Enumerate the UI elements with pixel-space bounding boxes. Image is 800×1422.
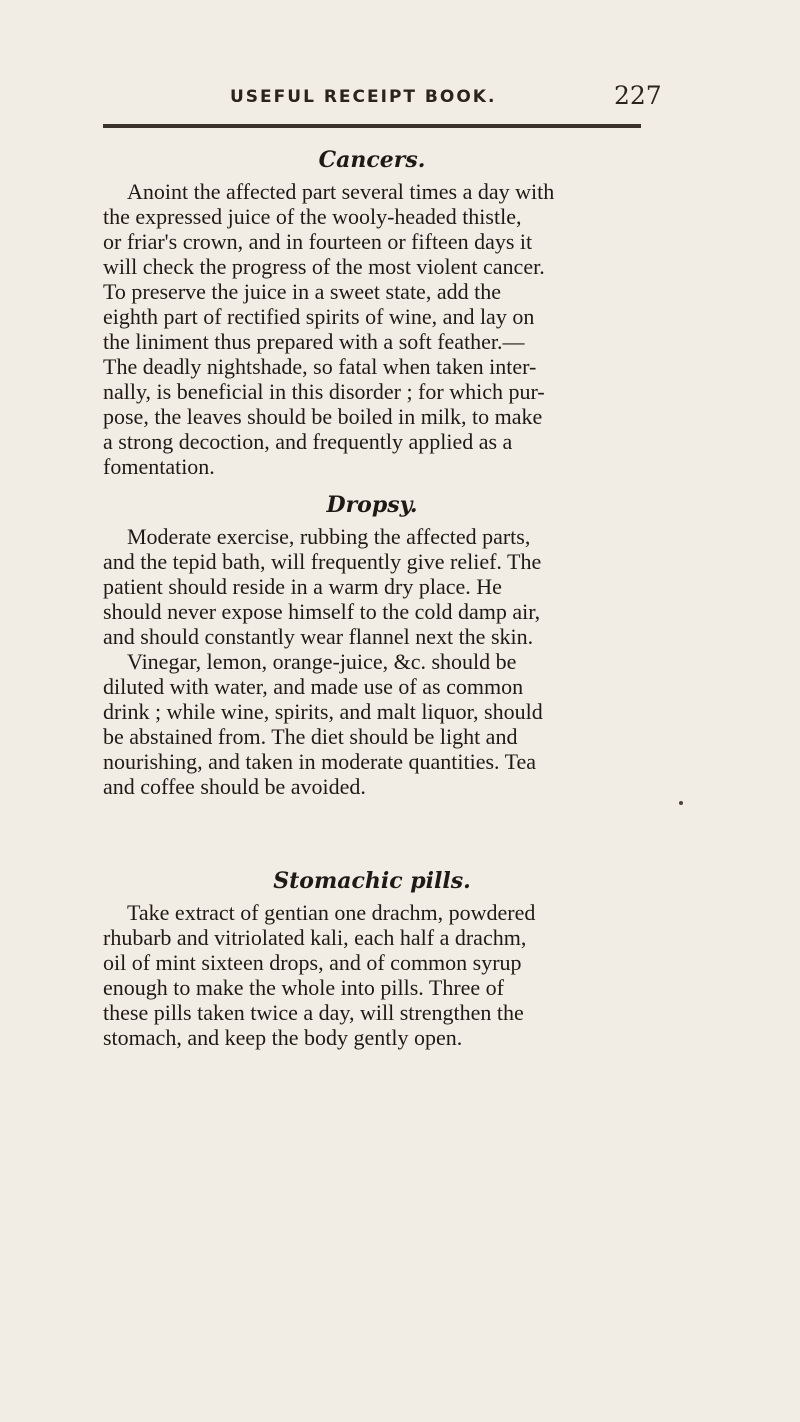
running-title: USEFUL RECEIPT BOOK. xyxy=(230,87,497,107)
text-line: oil of mint sixteen drops, and of common syrup xyxy=(103,950,522,975)
text-line: will check the progress of the most violent cancer. xyxy=(103,254,545,279)
text-line: fomentation. xyxy=(103,454,215,479)
text-line: these pills taken twice a day, will strengthen the xyxy=(103,1000,524,1025)
text-line: Moderate exercise, rubbing the affected parts, xyxy=(127,524,531,549)
text-line: the expressed juice of the wooly-headed thistle, xyxy=(103,204,522,229)
text-line: the liniment thus prepared with a soft feather.— xyxy=(103,329,525,354)
section-heading-stomachic-pills: Stomachic pills. xyxy=(273,868,471,894)
text-line: Anoint the affected part several times a day with xyxy=(127,179,555,204)
text-line: To preserve the juice in a sweet state, add the xyxy=(103,279,501,304)
text-line: Vinegar, lemon, orange-juice, &c. should be xyxy=(127,649,517,674)
text-line: Take extract of gentian one drachm, powdered xyxy=(127,900,536,925)
text-line: rhubarb and vitriolated kali, each half a drachm, xyxy=(103,925,527,950)
header-rule xyxy=(103,124,641,128)
text-line: The deadly nightshade, so fatal when taken inter- xyxy=(103,354,537,379)
section-cancers xyxy=(103,147,648,479)
text-line: pose, the leaves should be boiled in milk, to make xyxy=(103,404,543,429)
text-line: eighth part of rectified spirits of wine, and lay on xyxy=(103,304,535,329)
running-head xyxy=(0,81,800,117)
text-line: stomach, and keep the body gently open. xyxy=(103,1025,463,1050)
section-heading-dropsy: Dropsy. xyxy=(326,492,418,518)
text-line: should never expose himself to the cold damp air, xyxy=(103,599,541,624)
text-line: enough to make the whole into pills. Three of xyxy=(103,975,505,1000)
text-line: diluted with water, and made use of as common xyxy=(103,674,524,699)
text-line: and coffee should be avoided. xyxy=(103,774,366,799)
text-line: patient should reside in a warm dry place. He xyxy=(103,574,502,599)
section-dropsy xyxy=(103,492,648,799)
text-line: a strong decoction, and frequently applied as a xyxy=(103,429,513,454)
text-line: and the tepid bath, will frequently give relief. The xyxy=(103,549,542,574)
text-line: nourishing, and taken in moderate quantities. Tea xyxy=(103,749,537,774)
text-line: or friar's crown, and in fourteen or fifteen days it xyxy=(103,229,533,254)
text-line: nally, is beneficial in this disorder ; for which pur- xyxy=(103,379,545,404)
section-body-stomachic-pills xyxy=(103,900,648,1050)
section-stomachic-pills xyxy=(103,868,648,1050)
text-line: drink ; while wine, spirits, and malt liquor, should xyxy=(103,699,543,724)
margin-ink-mark xyxy=(679,801,683,805)
section-body-cancers xyxy=(103,179,648,479)
text-line: and should constantly wear flannel next the skin. xyxy=(103,624,534,649)
text-line: be abstained from. The diet should be light and xyxy=(103,724,518,749)
page-number: 227 xyxy=(614,81,662,110)
section-body-dropsy xyxy=(103,524,648,799)
section-heading-cancers: Cancers. xyxy=(318,147,426,173)
